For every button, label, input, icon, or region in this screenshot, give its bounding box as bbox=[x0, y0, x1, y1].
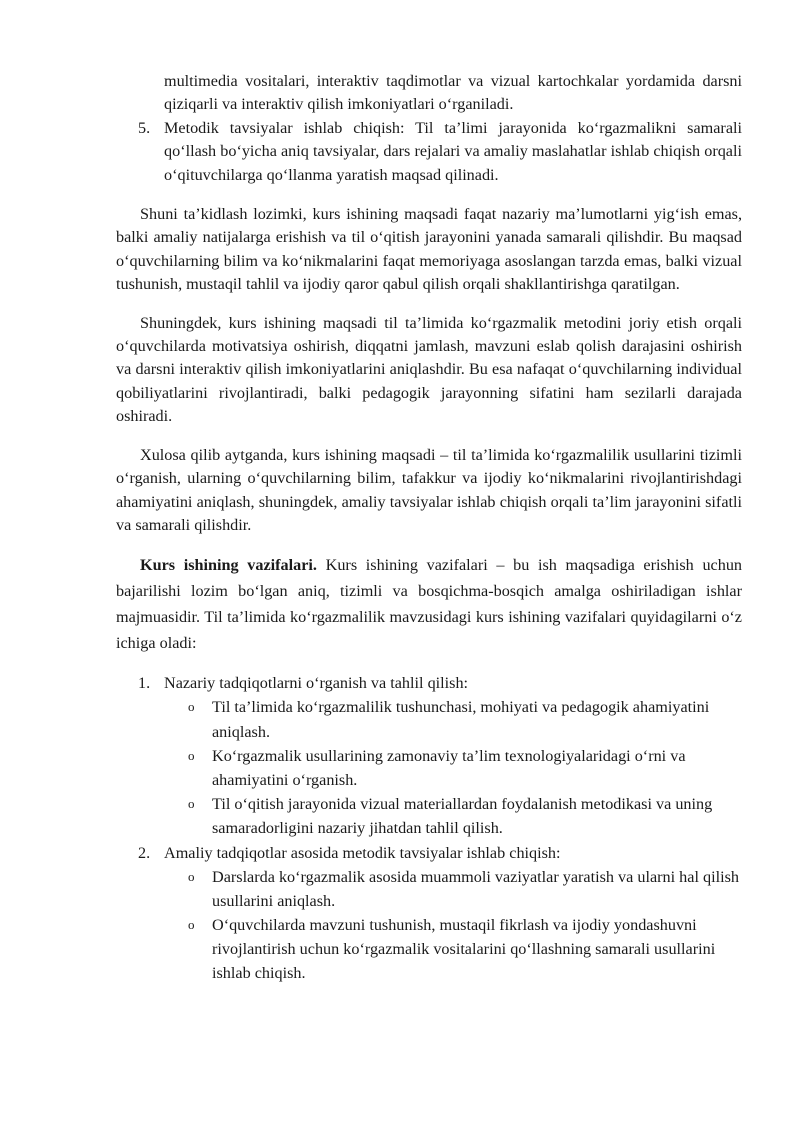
task-title: Amaliy tadqiqotlar asosida metodik tavsiyalar ishlab chiqish: bbox=[164, 843, 561, 862]
sub-list-item-text: O‘quvchilarda mavzuni tushunish, mustaqil fikrlash va ijodiy yondashuvni rivojlantirish uchun ko‘rgazmalik vositalarini qo‘llashning samarali usullarini ishlab chiqish. bbox=[212, 915, 716, 983]
sub-list-item bbox=[116, 695, 742, 743]
list-number: 1. bbox=[138, 674, 151, 693]
sub-list-item bbox=[116, 913, 742, 986]
circle-bullet-icon: o bbox=[188, 796, 195, 812]
task-item-2 bbox=[116, 841, 742, 865]
paragraph-3: Xulosa qilib aytganda, kurs ishining maqsadi – til ta’limida ko‘rgazmalilik usullarini tizimli o‘rganish, ularning o‘quvchilarning bilim, tafakkur va ijodiy ko‘nikmalarini rivojlantirishdagi ahamiyatini aniqlash, shuningdek, amaliy tavsiyalar ishlab chiqish orqali ta’lim jarayonini sifatli va samarali qilishdir. bbox=[116, 445, 742, 534]
sub-list-item-text: Til ta’limida ko‘rgazmalilik tushunchasi, mohiyati va pedagogik ahamiyatini aniqlash. bbox=[212, 698, 710, 741]
tasks-paragraph bbox=[116, 552, 742, 656]
sub-list-item bbox=[116, 792, 742, 840]
sub-list-item-text: Til o‘qitish jarayonida vizual materiallardan foydalanish metodikasi va uning samaradorligini nazariy jihatdan tahlil qilish. bbox=[212, 795, 713, 838]
circle-bullet-icon: o bbox=[188, 699, 195, 715]
list-number: 5. bbox=[138, 118, 151, 137]
sub-list-item bbox=[116, 865, 742, 913]
sub-list-item bbox=[116, 744, 742, 792]
circle-bullet-icon: o bbox=[188, 868, 195, 884]
tasks-intro-text: Kurs ishining vazifalari – bu ish maqsadiga erishish uchun bajarilishi lozim bo‘lgan aniq, tizimli va bosqichma-bosqich amalga oshiriladigan ishlar majmuasidir. Til ta’limida ko‘rgazmalilik mavzusidagi kurs ishining vazifalari quyidagilarni o‘z ichiga oladi: bbox=[116, 556, 743, 653]
task-item-1 bbox=[116, 671, 742, 695]
list-number: 2. bbox=[138, 843, 151, 862]
task-1-subitems bbox=[116, 695, 742, 840]
task-2-subitems bbox=[116, 865, 742, 986]
list-item-text: Metodik tavsiyalar ishlab chiqish: Til ta’limi jarayonida ko‘rgazmalikni samarali qo‘llash bo‘yicha aniq tavsiyalar, dars rejalari va amaliy maslahatlar ishlab chiqish orqali o‘qituvchilarga qo‘llanma yaratish maqsad qilinadi. bbox=[164, 118, 742, 184]
list-item-continuation: multimedia vositalari, interaktiv taqdimotlar va vizual kartochkalar yordamida darsni qiziqarli va interaktiv qilish imkoniyatlari o‘rganiladi. bbox=[164, 72, 742, 114]
circle-bullet-icon: o bbox=[188, 747, 195, 763]
sub-list-item-text: Darslarda ko‘rgazmalik asosida muammoli vaziyatlar yaratish va ularni hal qilish usullarini aniqlash. bbox=[212, 867, 739, 910]
section-heading: Kurs ishining vazifalari. bbox=[140, 556, 317, 575]
paragraph-2: Shuningdek, kurs ishining maqsadi til ta’limida ko‘rgazmalik metodini joriy etish orqali o‘quvchilarda motivatsiya oshirish, diqqatni jamlash, mavzuni eslab qolish darajasini oshirish va darsni interaktiv qilish imkoniyatlarini aniqlashdir. Bu esa nafaqat o‘quvchilarning individual qobiliyatlarini rivojlantiradi, balki pedagogik jarayonning sifatini ham sezilarli darajada oshiradi. bbox=[116, 313, 742, 426]
sub-list-item-text: Ko‘rgazmalik usullarining zamonaviy ta’lim texnologiyalaridagi o‘rni va ahamiyatini o‘rganish. bbox=[212, 746, 686, 789]
tasks-list bbox=[116, 671, 742, 985]
list-item-5 bbox=[116, 117, 742, 187]
paragraph-1: Shuni ta’kidlash lozimki, kurs ishining maqsadi faqat nazariy ma’lumotlarni yig‘ish emas, balki amaliy natijalarga erishish va til o‘qitish jarayonini yanada samarali qilishdir. Bu maqsad o‘quvchilarning bilim va ko‘nikmalarini faqat memoriyaga asoslangan tarzda emas, balki vizual tushunish, mustaqil tahlil va ijodiy qaror qabul qilish orqali shakllantirishga qaratilgan. bbox=[116, 205, 742, 294]
circle-bullet-icon: o bbox=[188, 916, 195, 932]
task-title: Nazariy tadqiqotlarni o‘rganish va tahlil qilish: bbox=[164, 674, 469, 693]
